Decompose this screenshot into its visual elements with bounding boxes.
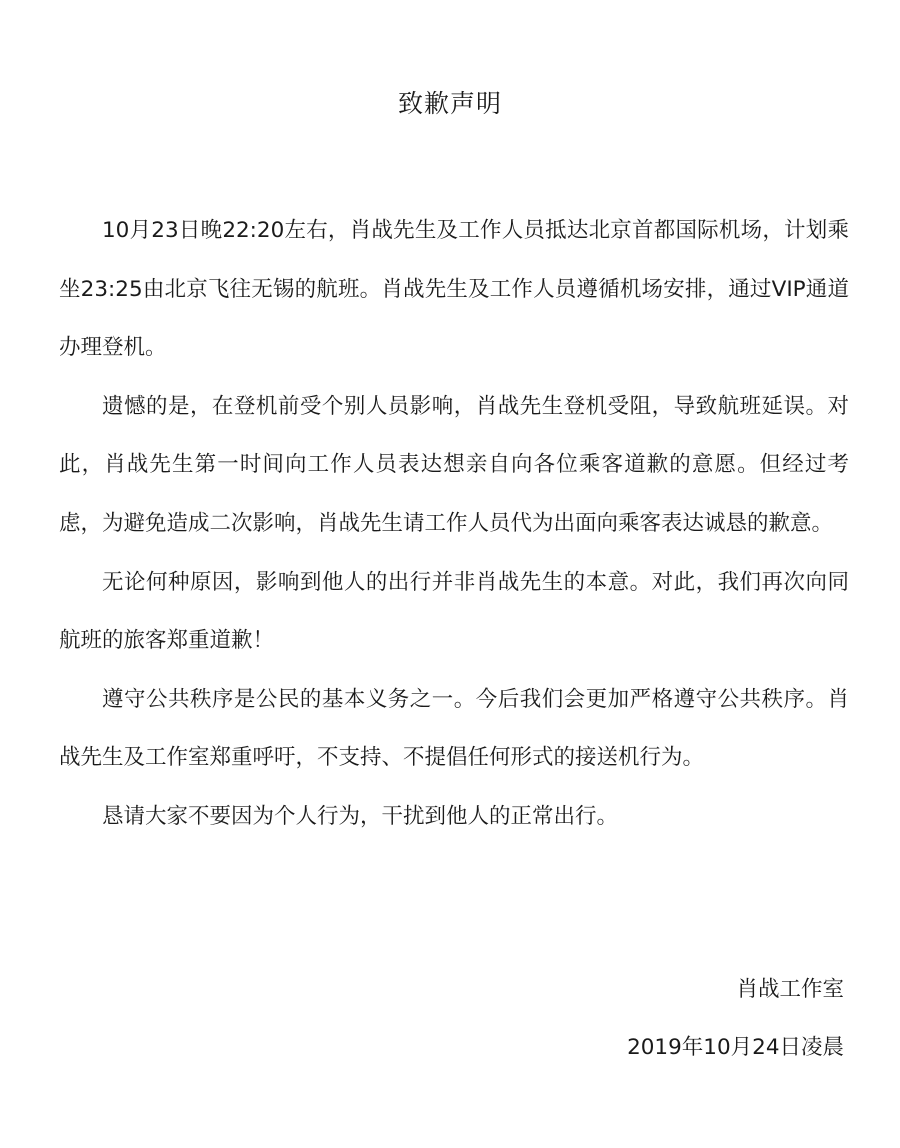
signature-organization: 肖战工作室 <box>736 977 844 1002</box>
signature-date: 2019年10月24日凌晨 <box>627 1035 844 1060</box>
paragraph-delay-apology: 遗憾的是，在登机前受个别人员影响，肖战先生登机受阻，导致航班延误。对此，肖战先生第一时间向工作人员表达想亲自向各位乘客道歉的意愿。但经过考虑，为避免造成二次影响，肖战先生请工作人员代为出面向乘客表达诚恳的歉意。 <box>59 393 849 536</box>
paragraph-request: 恳请大家不要因为个人行为，干扰到他人的正常出行。 <box>102 803 619 829</box>
paragraph-formal-apology: 无论何种原因，影响到他人的出行并非肖战先生的本意。对此，我们再次向同航班的旅客郑重道歉！ <box>59 569 849 654</box>
document-body <box>59 202 849 847</box>
paragraph-arrival: 10月23日晚22:20左右，肖战先生及工作人员抵达北京首都国际机场，计划乘坐23:25由北京飞往无锡的航班。肖战先生及工作人员遵循机场安排，通过VIP通道办理登机。 <box>59 218 849 361</box>
paragraph-public-order: 遵守公共秩序是公民的基本义务之一。今后我们会更加严格遵守公共秩序。肖战先生及工作室郑重呼吁，不支持、不提倡任何形式的接送机行为。 <box>59 686 849 771</box>
document-title: 致歉声明 <box>397 89 502 118</box>
